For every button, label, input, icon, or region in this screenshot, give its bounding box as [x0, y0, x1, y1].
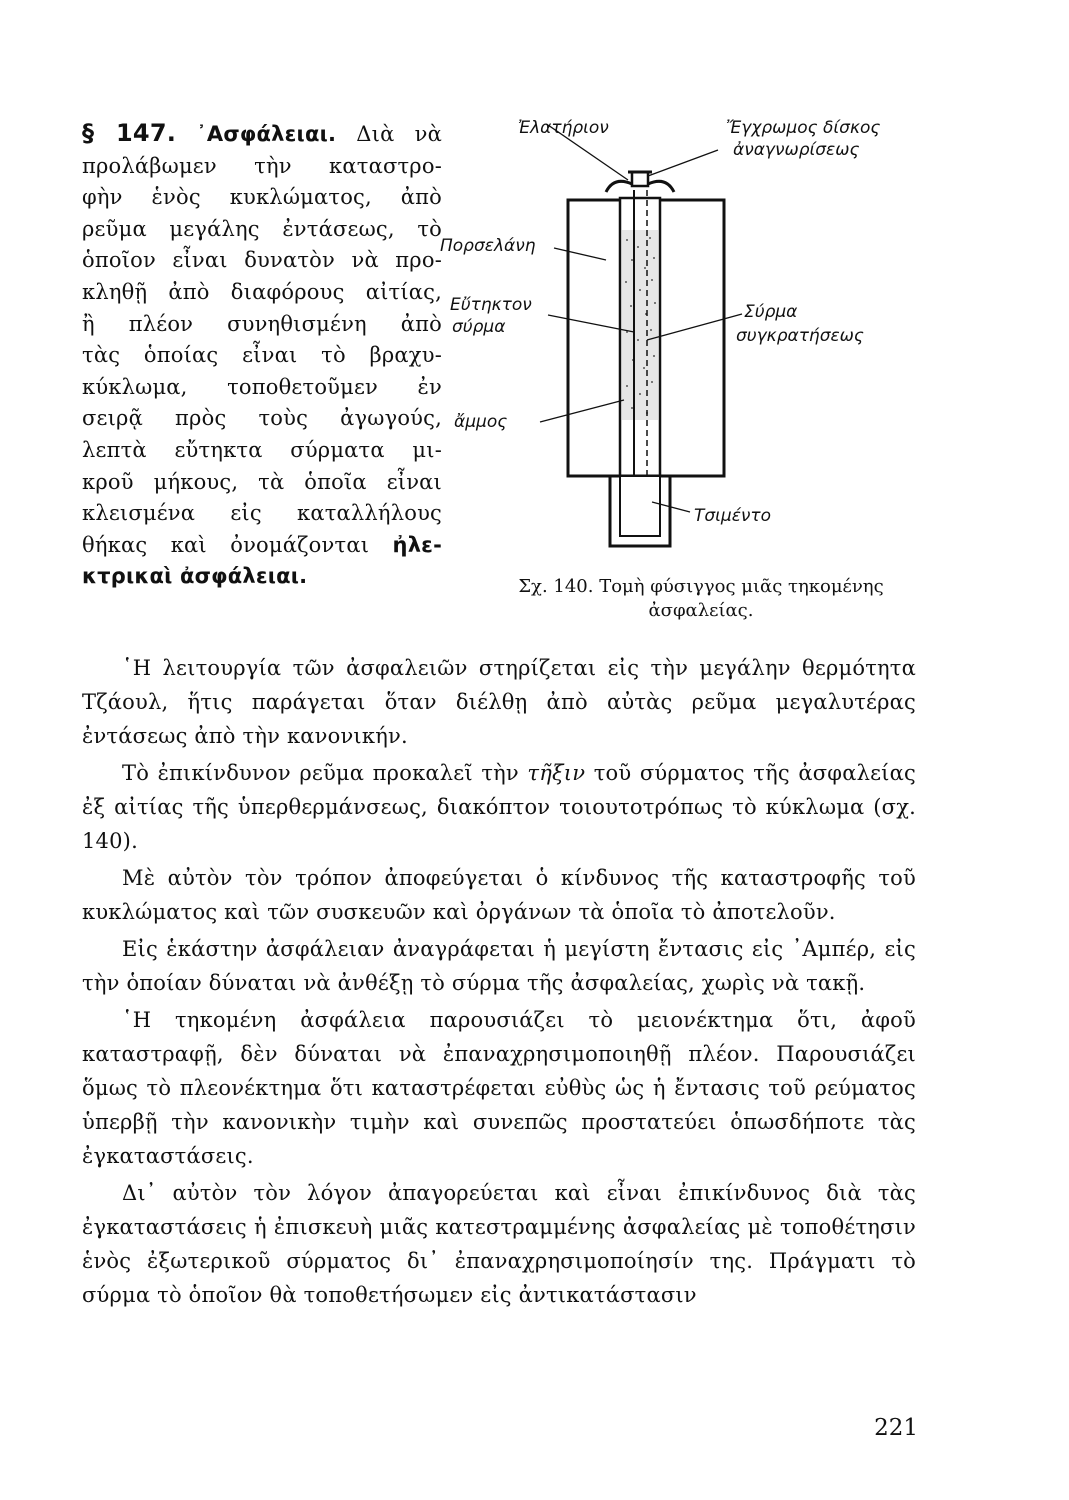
- intro-line-1: [82, 118, 442, 151]
- fuse-cross-section: [428, 110, 948, 580]
- label-cement: Τσιμέντο: [694, 506, 772, 526]
- intro-line: κληθῇ ἀπὸ διαφόρους αἰτίας,: [82, 279, 442, 304]
- paragraph: Μὲ αὐτὸν τὸν τρόπον ἀποφεύγεται ὁ κίνδυνος τῆς καταστροφῆς τοῦ κυκλώματος καὶ τῶν συσκευῶν καὶ ὀργάνων τὰ ὁποῖα τὸ ἀποτελοῦν.: [82, 866, 916, 924]
- paragraph: ῾Η λειτουργία τῶν ἀσφαλειῶν στηρίζεται εἰς τὴν μεγάλην θερμότητα Τζάουλ, ἥτις παράγεται ὅταν διέλθῃ ἀπὸ αὐτὰς ρεῦμα μεγαλυτέρας ἐντάσεως ἀπὸ τὴν κανονικήν.: [82, 656, 916, 748]
- body-text: [82, 651, 916, 1312]
- intro-line: κροῦ μήκους, τὰ ὁποῖα εἶναι: [82, 469, 442, 494]
- label-disc: Ἔγχρωμος δίσκος: [726, 118, 881, 138]
- intro-line-term-end: [82, 561, 442, 593]
- term-bold-end: κτρικαὶ ἀσφάλειαι.: [82, 564, 308, 589]
- label-disc-line2: ἀναγνωρίσεως: [733, 140, 860, 160]
- label-holding-wire-line2: συγκρατήσεως: [736, 326, 864, 346]
- intro-line: φὴν ἑνὸς κυκλώματος, ἀπὸ: [82, 185, 442, 210]
- paragraph: Δι᾽ αὐτὸν τὸν λόγον ἀπαγορεύεται καὶ εἶναι ἐπικίνδυνος διὰ τὰς ἐγκαταστάσεις ἡ ἐπισκευὴ μιᾶς κατεστραμμένης ἀσφαλείας μὲ τοποθέτησιν ἑνὸς ἐξωτερικοῦ σύρματος δι᾽ ἐπαναχρησιμοποίησίν της. Πράγματι τὸ σύρμα τὸ ὁποῖον θὰ τοποθετήσωμεν εἰς ἀντικατάστασιν: [82, 1181, 916, 1307]
- emphasis-text: τῆξιν: [527, 761, 586, 785]
- caption-text: Τομὴ φύσιγγος μιᾶς τηκομένης ἀσφαλείας.: [599, 576, 884, 621]
- intro-line: κύκλωμα, τοποθετοῦμεν ἐν: [82, 374, 442, 399]
- section-number: § 147.: [82, 119, 177, 147]
- label-spring: Ἐλατήριον: [518, 118, 609, 138]
- paragraph: Τὸ ἐπικίνδυνον ρεῦμα προκαλεῖ τὴν τῆξιν τοῦ σύρματος τῆς ἀσφαλείας ἐξ αἰτίας τῆς ὑπερθερμάνσεως, διακόπτον τοιουτοτρόπως τὸ κύκλωμα (σχ. 140).: [82, 761, 916, 853]
- intro-line: ὁποῖον εἶναι δυνατὸν νὰ προ-: [82, 248, 442, 273]
- paragraph: Εἰς ἑκάστην ἀσφάλειαν ἀναγράφεται ἡ μεγίστη ἔντασις εἰς ᾽Αμπέρ, εἰς τὴν ὁποίαν δύναται νὰ ἀνθέξῃ τὸ σύρμα τῆς ἀσφαλείας, χωρὶς νὰ τακῇ.: [82, 937, 916, 995]
- figure-caption: [466, 575, 936, 623]
- intro-line: κλεισμένα εἰς καταλλήλους: [82, 501, 442, 526]
- paragraph: ῾Η τηκομένη ἀσφάλεια παρουσιάζει τὸ μειονέκτημα ὅτι, ἀφοῦ καταστραφῇ, δὲν δύναται νὰ ἐπαναχρησιμοποιηθῇ πλέον. Παρουσιάζει ὅμως τὸ πλεονέκτημα ὅτι καταστρέφεται εὐθὺς ὡς ἡ ἔντασις τοῦ ρεύματος ὑπερβῇ τὴν κανονικὴν τιμὴν καὶ συνεπῶς προστατεύει ὁπωσδήποτε τὰς ἐγκαταστάσεις.: [82, 1008, 916, 1168]
- page-number: 221: [874, 1415, 918, 1441]
- label-fusible-wire: Εὔτηκτον: [450, 295, 532, 315]
- label-porcelain: Πορσελάνη: [440, 236, 536, 256]
- cement-plug: [620, 476, 660, 536]
- intro-line-term: [82, 530, 442, 562]
- label-holding-wire: Σύρμα: [744, 302, 798, 322]
- section-title: ᾿Ασφάλειαι.: [196, 122, 337, 146]
- term-bold: ἠλε-: [392, 532, 442, 557]
- intro-line: ἢ πλέον συνηθισμένη ἀπὸ: [82, 311, 442, 336]
- intro-line: τὰς ὁποίας εἶναι τὸ βραχυ-: [82, 343, 442, 368]
- fuse-diagram: [428, 110, 948, 630]
- intro-line: λεπτὰ εὔτηκτα σύρματα μι-: [82, 437, 442, 462]
- label-sand: ἄμμος: [454, 412, 508, 432]
- intro-line: προλάβωμεν τὴν καταστρο-: [82, 153, 442, 178]
- intro-line: ρεῦμα μεγάλης ἐντάσεως, τὸ: [82, 216, 442, 241]
- intro-line: σειρᾷ πρὸς τοὺς ἀγωγούς,: [82, 406, 442, 431]
- caption-number: Σχ. 140.: [518, 576, 594, 597]
- indicator-disc: [632, 172, 648, 186]
- sand-filling: [622, 230, 658, 420]
- section-intro: [82, 118, 442, 593]
- intro-text: θήκας καὶ ὀνομάζονται: [82, 532, 370, 557]
- label-fusible-wire-line2: σύρμα: [452, 317, 506, 337]
- intro-text: Διὰ νὰ: [356, 122, 442, 146]
